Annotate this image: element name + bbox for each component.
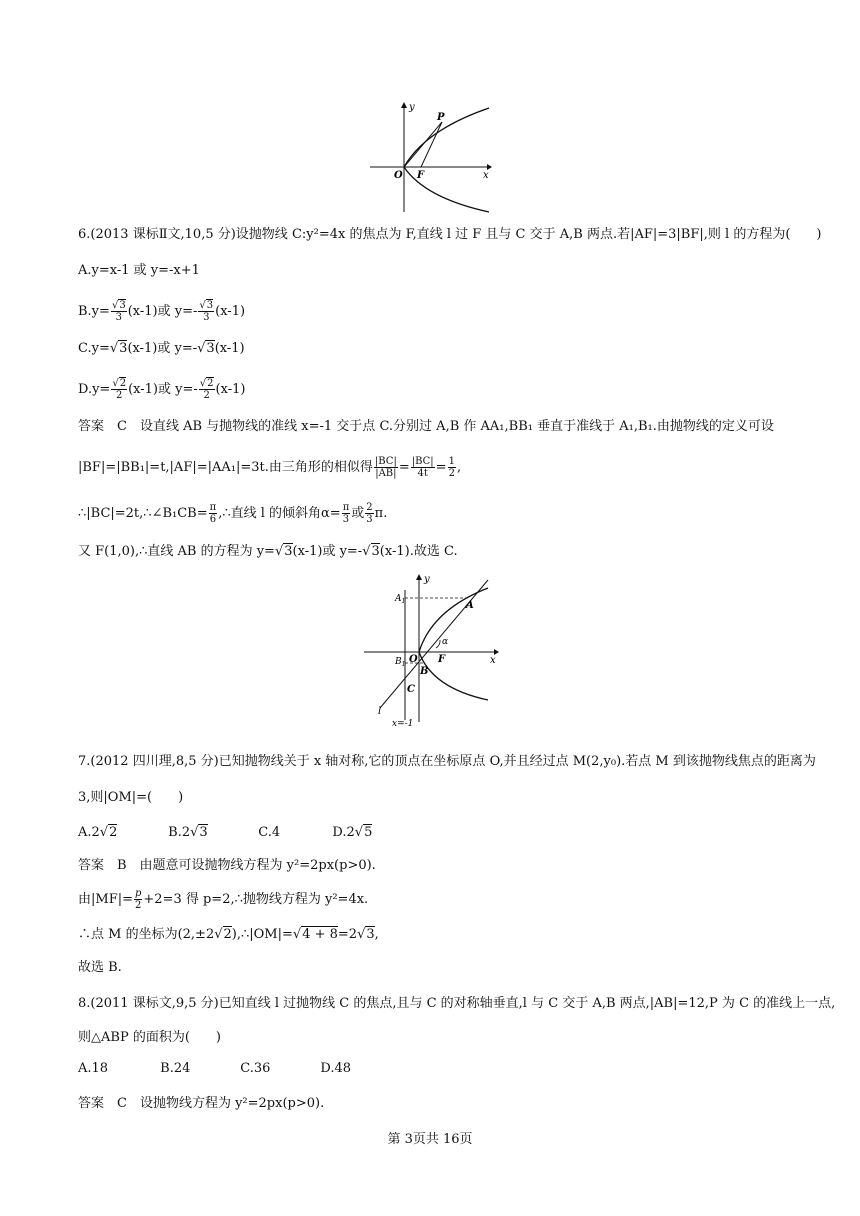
fig2-label-o: O bbox=[409, 654, 418, 665]
fig2-label-c: C bbox=[407, 684, 415, 695]
q7-answer-line1: 答案 B 由题意可设抛物线方程为 y²=2px(p>0). bbox=[78, 858, 376, 873]
q8-option-b: B.24 bbox=[160, 1061, 191, 1076]
q8-answer-line1: 答案 C 设抛物线方程为 y²=2px(p>0). bbox=[78, 1096, 325, 1111]
fig2-label-a: A bbox=[466, 600, 474, 611]
q6-answer-line4: 又 F(1,0),∴直线 AB 的方程为 y=√3(x-1)或 y=-√3(x-1).故选 C. bbox=[78, 544, 458, 559]
fig2-label-y: y bbox=[424, 574, 430, 585]
fig2-label-alpha: α bbox=[442, 637, 449, 647]
q8-stem-line1: 8.(2011 课标文,9,5 分)已知直线 l 过抛物线 C 的焦点,且与 C 的对称轴垂直,l 与 C 交于 A,B 两点,|AB|=12,P 为 C 的准线上一点, bbox=[78, 996, 836, 1011]
figure-parabola-2 bbox=[360, 570, 500, 730]
fig1-label-o: O bbox=[394, 170, 403, 181]
q8-option-a: A.18 bbox=[78, 1061, 109, 1076]
q7-stem-line1: 7.(2012 四川理,8,5 分)已知抛物线关于 x 轴对称,它的顶点在坐标原点 O,并且经过点 M(2,y₀).若点 M 到该抛物线焦点的距离为 bbox=[78, 754, 816, 769]
figure-parabola-1 bbox=[365, 100, 495, 215]
q6-option-c: C.y=√3(x-1)或 y=-√3(x-1) bbox=[78, 341, 245, 356]
q7-option-a: A.2√2 bbox=[78, 825, 118, 840]
fig1-label-f: F bbox=[417, 170, 425, 181]
fig2-label-l: l bbox=[378, 706, 382, 717]
q8-options bbox=[78, 1060, 351, 1078]
fig1-label-x: x bbox=[483, 170, 489, 181]
fig2-label-a1: $A_1$ bbox=[395, 594, 406, 605]
q7-answer-line3: ∴点 M 的坐标为(2,±2√2),∴|OM|=√4 + 8=2√3, bbox=[78, 927, 379, 942]
q6-option-a: A.y=x-1 或 y=-x+1 bbox=[78, 263, 200, 278]
q7-option-d: D.2√5 bbox=[332, 825, 373, 840]
q6-answer-line3: ∴|BC|=2t,∴∠B₁CB= $\frac{\pi}{6}$ ,∴直线 l 的倾斜角α= $\frac{\pi}{3}$ 或 $\frac{2}{3}$ π. bbox=[78, 502, 388, 525]
fig2-label-b1: $B_1$ bbox=[395, 657, 406, 668]
q6-answer-line1: 答案 C 设直线 AB 与抛物线的准线 x=-1 交于点 C.分别过 A,B 作 AA₁,BB₁ 垂直于准线于 A₁,B₁.由抛物线的定义可设 bbox=[78, 419, 774, 434]
fig2-label-b: B bbox=[420, 666, 429, 677]
page-footer: 第 3页共 16页 bbox=[387, 1132, 473, 1147]
q7-option-b: B.2√3 bbox=[168, 825, 208, 840]
fig1-label-y: y bbox=[409, 102, 415, 113]
q8-option-d: D.48 bbox=[320, 1061, 352, 1076]
q7-options bbox=[78, 824, 372, 842]
q6-answer-line2: |BF|=|BB₁|=t,|AF|=|AA₁|=3t.由三角形的相似得 $\frac{|BC|}{|AB|}$ = $\frac{|BC|}{4t}$ = $\frac{1}{2}$ , bbox=[78, 456, 462, 479]
q8-option-c: C.36 bbox=[240, 1061, 271, 1076]
fig2-label-x: x bbox=[490, 655, 496, 666]
q6-option-b: B.y= $\frac{√3}{3}$ (x-1)或 y=- $\frac{√3}{3}$ (x-1) bbox=[78, 300, 246, 323]
q7-answer-line2: 由|MF|= $\frac{p}{2}$ +2=3 得 p=2,∴抛物线方程为 y²=4x. bbox=[78, 888, 369, 911]
fig2-label-directrix: x=-1 bbox=[392, 719, 414, 729]
fig1-label-p: P bbox=[437, 112, 445, 123]
q7-option-c: C.4 bbox=[258, 825, 281, 840]
q7-answer-line4: 故选 B. bbox=[78, 960, 122, 975]
fig2-label-f: F bbox=[438, 654, 446, 665]
q6-stem: 6.(2013 课标Ⅱ文,10,5 分)设抛物线 C:y²=4x 的焦点为 F,直线 l 过 F 且与 C 交于 A,B 两点.若|AF|=3|BF|,则 l 的方程为( ) bbox=[78, 227, 822, 242]
q8-stem-line2: 则△ABP 的面积为( ) bbox=[78, 1030, 221, 1045]
q6-option-d: D.y= $\frac{√2}{2}$ (x-1)或 y=- $\frac{√2}{2}$ (x-1) bbox=[78, 378, 246, 401]
q7-stem-line2: 3,则|OM|=( ) bbox=[78, 790, 184, 805]
